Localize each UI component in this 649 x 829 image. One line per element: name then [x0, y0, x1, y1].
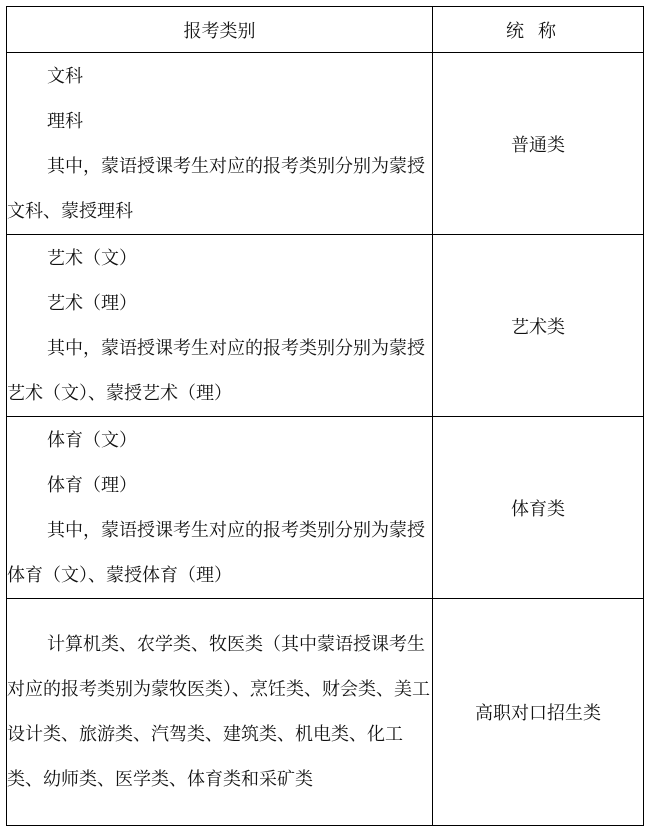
table-row [7, 417, 644, 599]
category-note: 其中，蒙语授课考生对应的报考类别分别为蒙授体育（文）、蒙授体育（理） [7, 519, 425, 586]
general-name-cell: 艺术类 [433, 235, 644, 417]
exam-category-cell [7, 53, 433, 235]
header-general-name [433, 7, 644, 53]
category-line: 体育（理） [47, 474, 137, 496]
category-table [6, 6, 644, 826]
exam-category-cell [7, 417, 433, 599]
category-note: 其中，蒙语授课考生对应的报考类别分别为蒙授文科、蒙授理科 [7, 155, 425, 222]
table-row [7, 235, 644, 417]
table-row [7, 599, 644, 826]
general-name-cell: 普通类 [433, 53, 644, 235]
general-name-cell: 体育类 [433, 417, 644, 599]
header-exam-category: 报考类别 [7, 7, 433, 53]
category-line: 艺术（文） [47, 247, 137, 269]
category-note: 其中，蒙语授课考生对应的报考类别分别为蒙授艺术（文）、蒙授艺术（理） [7, 337, 425, 404]
category-line: 体育（文） [47, 429, 137, 451]
exam-category-cell [7, 235, 433, 417]
exam-category-cell [7, 599, 433, 826]
table-header-row [7, 7, 644, 53]
category-line: 文科 [47, 65, 83, 87]
table-row [7, 53, 644, 235]
category-note: 计算机类、农学类、牧医类（其中蒙语授课考生对应的报考类别为蒙牧医类）、烹饪类、财会类、美工设计类、旅游类、汽驾类、建筑类、机电类、化工类、幼师类、医学类、体育类和采矿类 [7, 634, 430, 790]
general-name-cell: 高职对口招生类 [433, 599, 644, 826]
category-line: 艺术（理） [47, 292, 137, 314]
header-general-name-text: 统称 [506, 20, 570, 42]
category-line: 理科 [47, 110, 83, 132]
